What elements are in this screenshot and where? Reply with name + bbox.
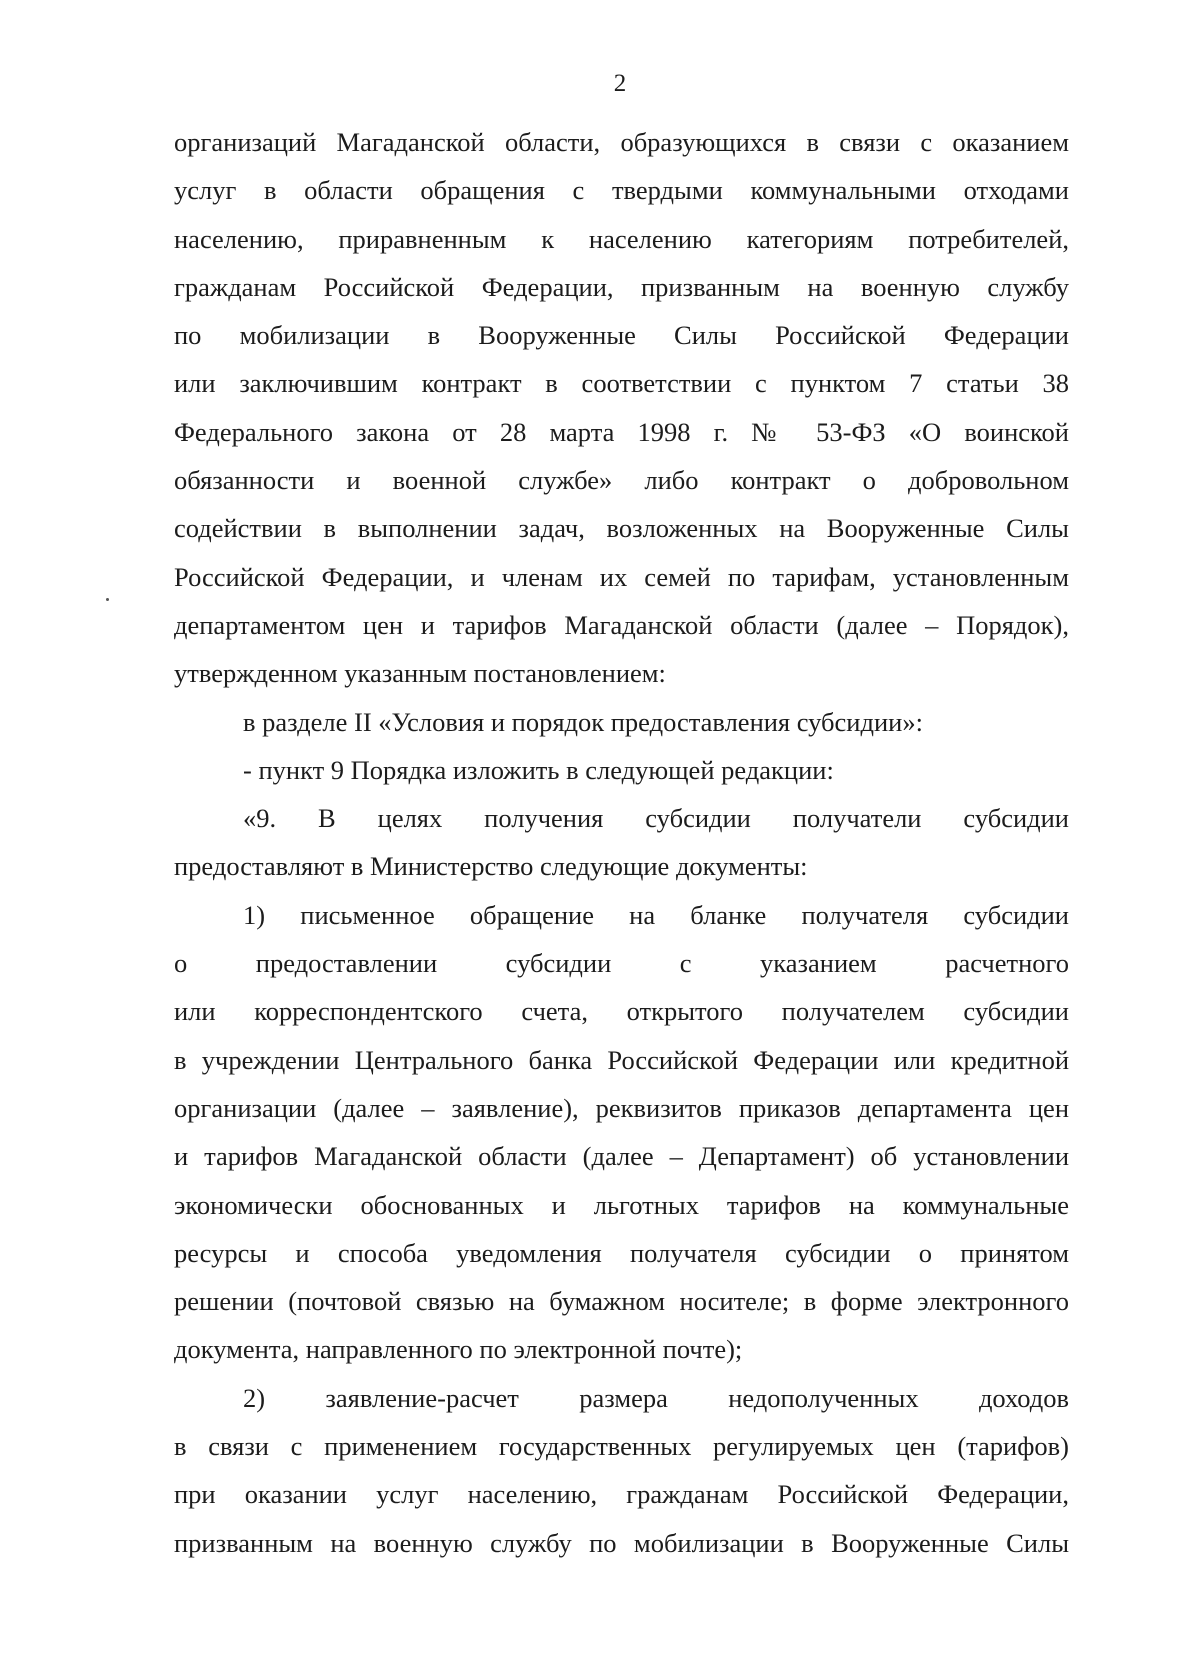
text-line: или заключившим контракт в соответствии с пунктом 7 статьи 38 [174, 368, 1069, 399]
text-line: и тарифов Магаданской области (далее – Департамент) об установлении [174, 1141, 1069, 1172]
text-line: в связи с применением государственных регулируемых цен (тарифов) [174, 1431, 1069, 1462]
text-line: по мобилизации в Вооруженные Силы Российской Федерации [174, 320, 1069, 351]
text-line: департаментом цен и тарифов Магаданской области (далее – Порядок), [174, 609, 1069, 640]
text-line: организации (далее – заявление), реквизитов приказов департамента цен [174, 1092, 1069, 1123]
document-body [174, 118, 1069, 1567]
text-line: в учреждении Центрального банка Российской Федерации или кредитной [174, 1044, 1069, 1075]
text-line: 1) письменное обращение на бланке получателя субсидии [243, 899, 1069, 930]
text-line: - пункт 9 Порядка изложить в следующей редакции: [243, 754, 834, 785]
text-line: утвержденном указанным постановлением: [174, 658, 666, 689]
text-line: экономически обоснованных и льготных тарифов на коммунальные [174, 1189, 1069, 1220]
text-line: «9. В целях получения субсидии получатели субсидии [243, 803, 1069, 834]
text-line: в разделе II «Условия и порядок предоставления субсидии»: [243, 706, 923, 737]
scan-speck [106, 598, 109, 601]
text-line: организаций Магаданской области, образующихся в связи с оказанием [174, 127, 1069, 157]
text-line: услуг в области обращения с твердыми коммунальными отходами [174, 175, 1069, 206]
text-line: о предоставлении субсидии с указанием расчетного [174, 948, 1069, 979]
text-line: гражданам Российской Федерации, призванным на военную службу [174, 271, 1069, 302]
page-number: 2 [613, 70, 627, 97]
text-line: содействии в выполнении задач, возложенных на Вооруженные Силы [174, 513, 1069, 544]
text-line: 2) заявление-расчет размера недополученных доходов [243, 1382, 1069, 1413]
text-line: Федерального закона от 28 марта 1998 г. № 53-ФЗ «О воинской [174, 416, 1069, 447]
text-line: или корреспондентского счета, открытого получателем субсидии [174, 996, 1069, 1027]
text-line: ресурсы и способа уведомления получателя субсидии о принятом [174, 1237, 1069, 1268]
text-line: документа, направленного по электронной почте); [174, 1334, 743, 1365]
text-line: решении (почтовой связью на бумажном носителе; в форме электронного [174, 1286, 1069, 1317]
text-line: обязанности и военной службе» либо контракт о добровольном [174, 465, 1069, 496]
text-line: при оказании услуг населению, гражданам Российской Федерации, [174, 1479, 1069, 1510]
text-line: предоставляют в Министерство следующие документы: [174, 851, 808, 882]
text-line: населению, приравненным к населению категориям потребителей, [174, 223, 1069, 254]
text-line: призванным на военную службу по мобилизации в Вооруженные Силы [174, 1527, 1069, 1558]
text-line: Российской Федерации, и членам их семей по тарифам, установленным [174, 561, 1069, 592]
